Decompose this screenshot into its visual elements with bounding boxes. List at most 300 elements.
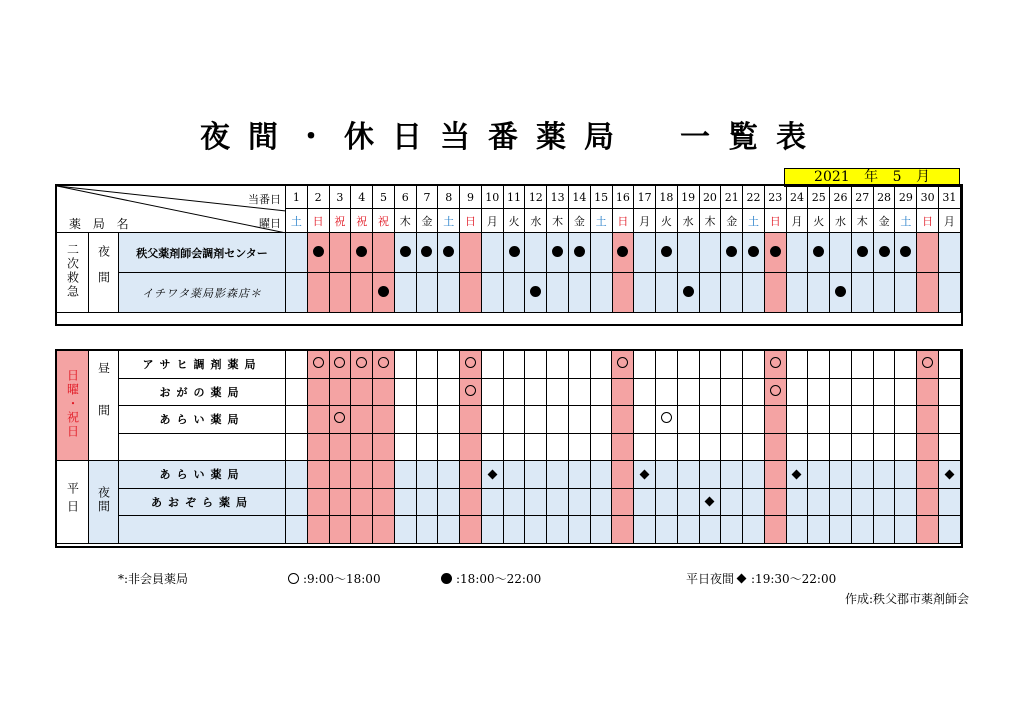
day-cell	[895, 433, 917, 461]
legend-weekday-night-label: 平日夜間	[686, 572, 735, 586]
day-cell	[895, 488, 917, 516]
filled-circle-icon	[617, 246, 628, 257]
day-cell	[895, 406, 917, 434]
day-number: 22	[743, 186, 765, 209]
day-number: 4	[351, 186, 373, 209]
day-cell	[329, 406, 351, 434]
day-cell	[895, 461, 917, 489]
day-cell	[438, 516, 460, 544]
month-unit: 月	[915, 169, 930, 185]
day-cell	[699, 516, 721, 544]
day-cell	[525, 378, 547, 406]
weekday-cell: 木	[394, 209, 416, 233]
day-cell	[329, 433, 351, 461]
group-label: 二次救急	[57, 233, 89, 313]
weekday-cell: 金	[416, 209, 438, 233]
day-number: 27	[851, 186, 873, 209]
circle-icon	[356, 357, 367, 368]
day-cell	[416, 516, 438, 544]
day-cell	[612, 378, 634, 406]
day-cell	[612, 273, 634, 313]
filled-circle-icon	[574, 246, 585, 257]
weekday-cell: 日	[307, 209, 329, 233]
day-cell	[808, 433, 830, 461]
day-cell	[394, 233, 416, 273]
day-cell	[830, 461, 852, 489]
day-cell	[307, 516, 329, 544]
filled-circle-icon	[552, 246, 563, 257]
day-cell	[721, 461, 743, 489]
filled-circle-icon	[748, 246, 759, 257]
day-cell	[786, 233, 808, 273]
day-cell	[438, 233, 460, 273]
day-cell	[721, 488, 743, 516]
day-cell	[699, 461, 721, 489]
day-number: 18	[656, 186, 678, 209]
filled-circle-icon	[400, 246, 411, 257]
day-cell	[786, 461, 808, 489]
weekday-cell: 月	[786, 209, 808, 233]
day-cell	[547, 406, 569, 434]
day-cell	[286, 406, 308, 434]
day-cell	[634, 433, 656, 461]
filled-circle-icon	[835, 286, 846, 297]
filled-circle-icon	[356, 246, 367, 257]
duty-day-row	[57, 186, 961, 209]
pharmacy-row	[57, 433, 961, 461]
day-cell	[481, 461, 503, 489]
day-cell	[764, 433, 786, 461]
circle-icon	[770, 357, 781, 368]
weekday-label: 曜日	[259, 217, 282, 230]
day-cell	[938, 433, 960, 461]
day-cell	[830, 378, 852, 406]
day-cell	[873, 351, 895, 379]
day-cell	[743, 273, 765, 313]
circle-icon	[617, 357, 628, 368]
day-cell	[351, 461, 373, 489]
day-cell	[503, 516, 525, 544]
day-cell	[938, 406, 960, 434]
day-cell	[851, 516, 873, 544]
day-number: 14	[568, 186, 590, 209]
pharmacy-name: 秩父薬剤師会調剤センター	[119, 233, 286, 273]
day-cell	[830, 351, 852, 379]
filled-circle-icon	[530, 286, 541, 297]
day-cell	[481, 516, 503, 544]
weekday-cell: 金	[721, 209, 743, 233]
day-cell	[917, 488, 939, 516]
day-cell	[307, 351, 329, 379]
day-number: 16	[612, 186, 634, 209]
day-cell	[481, 433, 503, 461]
circle-icon	[770, 385, 781, 396]
day-cell	[525, 233, 547, 273]
day-cell	[895, 351, 917, 379]
pharmacy-row	[57, 233, 961, 273]
day-cell	[895, 516, 917, 544]
diamond-icon	[640, 469, 650, 479]
duty-day-label: 当番日	[248, 193, 282, 206]
day-cell	[764, 233, 786, 273]
day-cell	[351, 488, 373, 516]
day-cell	[286, 516, 308, 544]
day-number: 24	[786, 186, 808, 209]
day-cell	[873, 406, 895, 434]
day-cell	[656, 406, 678, 434]
day-cell	[612, 406, 634, 434]
day-cell	[808, 351, 830, 379]
day-cell	[721, 378, 743, 406]
day-cell	[460, 351, 482, 379]
day-cell	[547, 516, 569, 544]
day-cell	[677, 233, 699, 273]
filled-circle-icon	[509, 246, 520, 257]
day-cell	[634, 406, 656, 434]
day-cell	[699, 488, 721, 516]
day-cell	[525, 488, 547, 516]
legend-night	[441, 570, 541, 587]
weekday-cell: 土	[590, 209, 612, 233]
day-number: 8	[438, 186, 460, 209]
day-cell	[656, 516, 678, 544]
day-cell	[568, 488, 590, 516]
day-cell	[351, 433, 373, 461]
day-cell	[764, 273, 786, 313]
day-cell	[351, 273, 373, 313]
day-cell	[416, 273, 438, 313]
diamond-icon	[792, 469, 802, 479]
day-cell	[634, 233, 656, 273]
day-cell	[917, 273, 939, 313]
day-cell	[590, 351, 612, 379]
diamond-icon	[487, 469, 497, 479]
weekday-cell: 祝	[351, 209, 373, 233]
pharmacy-name: あらい薬局	[119, 406, 286, 434]
weekday-cell: 金	[873, 209, 895, 233]
year-value: 2021	[814, 169, 850, 185]
day-cell	[851, 351, 873, 379]
day-cell	[677, 273, 699, 313]
day-cell	[416, 233, 438, 273]
circle-icon	[922, 357, 933, 368]
circle-icon	[288, 573, 299, 584]
day-cell	[634, 516, 656, 544]
day-cell	[590, 433, 612, 461]
day-cell	[503, 461, 525, 489]
day-cell	[656, 378, 678, 406]
day-cell	[677, 406, 699, 434]
day-cell	[460, 273, 482, 313]
weekday-cell: 水	[677, 209, 699, 233]
day-cell	[547, 378, 569, 406]
day-cell	[351, 516, 373, 544]
day-number: 12	[525, 186, 547, 209]
filled-circle-icon	[857, 246, 868, 257]
day-cell	[286, 488, 308, 516]
day-cell	[525, 516, 547, 544]
day-cell	[938, 488, 960, 516]
day-cell	[938, 273, 960, 313]
day-cell	[503, 351, 525, 379]
day-cell	[634, 378, 656, 406]
day-cell	[656, 351, 678, 379]
holiday-time-label: 昼間	[89, 351, 119, 461]
day-cell	[590, 516, 612, 544]
day-cell	[503, 233, 525, 273]
day-cell	[873, 516, 895, 544]
circle-icon	[313, 357, 324, 368]
day-cell	[699, 273, 721, 313]
day-cell	[612, 488, 634, 516]
day-cell	[460, 406, 482, 434]
day-cell	[394, 461, 416, 489]
day-number: 26	[830, 186, 852, 209]
day-cell	[917, 461, 939, 489]
day-cell	[438, 273, 460, 313]
day-cell	[830, 488, 852, 516]
day-cell	[547, 351, 569, 379]
weekday-section-label: 平日	[57, 461, 89, 544]
day-cell	[917, 516, 939, 544]
day-cell	[438, 461, 460, 489]
weekday-cell: 水	[525, 209, 547, 233]
time-label: 夜間	[89, 233, 119, 313]
day-cell	[351, 378, 373, 406]
day-cell	[830, 273, 852, 313]
pharmacy-row	[57, 273, 961, 313]
day-cell	[590, 378, 612, 406]
day-cell	[786, 351, 808, 379]
day-cell	[438, 488, 460, 516]
day-cell	[677, 351, 699, 379]
day-cell	[351, 351, 373, 379]
day-cell	[938, 351, 960, 379]
day-cell	[503, 378, 525, 406]
day-cell	[590, 406, 612, 434]
day-cell	[373, 378, 395, 406]
legend-weekday-night-hours: :19:30〜22:00	[751, 572, 837, 586]
day-cell	[677, 488, 699, 516]
day-cell	[547, 233, 569, 273]
day-cell	[830, 233, 852, 273]
day-number: 6	[394, 186, 416, 209]
weekday-cell: 火	[808, 209, 830, 233]
filled-circle-icon	[661, 246, 672, 257]
day-number: 1	[286, 186, 308, 209]
day-number: 25	[808, 186, 830, 209]
day-cell	[416, 488, 438, 516]
day-cell	[351, 406, 373, 434]
pharmacy-name: おがの薬局	[119, 378, 286, 406]
day-cell	[721, 406, 743, 434]
weekday-cell: 月	[481, 209, 503, 233]
day-cell	[307, 433, 329, 461]
day-cell	[394, 488, 416, 516]
day-cell	[764, 378, 786, 406]
day-cell	[764, 516, 786, 544]
day-number: 11	[503, 186, 525, 209]
day-cell	[895, 273, 917, 313]
day-cell	[590, 233, 612, 273]
day-cell	[721, 433, 743, 461]
day-cell	[721, 273, 743, 313]
filled-circle-icon	[421, 246, 432, 257]
day-cell	[634, 488, 656, 516]
day-cell	[677, 378, 699, 406]
credit: 作成:秩父郡市薬剤師会	[844, 592, 969, 606]
day-cell	[329, 273, 351, 313]
legend-weekday-night	[686, 570, 836, 587]
day-cell	[329, 516, 351, 544]
pharmacy-name	[119, 433, 286, 461]
circle-icon	[661, 412, 672, 423]
day-cell	[938, 461, 960, 489]
day-cell	[307, 378, 329, 406]
weekday-cell: 木	[547, 209, 569, 233]
day-cell	[938, 378, 960, 406]
day-cell	[373, 433, 395, 461]
month-value: 5	[892, 169, 902, 185]
day-cell	[743, 233, 765, 273]
day-cell	[656, 233, 678, 273]
day-number: 2	[307, 186, 329, 209]
day-cell	[286, 351, 308, 379]
day-cell	[286, 461, 308, 489]
day-cell	[808, 488, 830, 516]
weekday-cell: 火	[656, 209, 678, 233]
weekday-cell: 月	[938, 209, 960, 233]
day-cell	[699, 351, 721, 379]
day-cell	[873, 433, 895, 461]
legend-night-hours: :18:00〜22:00	[456, 572, 542, 586]
weekday-cell: 祝	[373, 209, 395, 233]
day-cell	[830, 433, 852, 461]
circle-icon	[465, 385, 476, 396]
day-cell	[656, 488, 678, 516]
filled-circle-icon	[900, 246, 911, 257]
day-cell	[808, 406, 830, 434]
day-cell	[786, 433, 808, 461]
day-cell	[460, 516, 482, 544]
day-number: 30	[917, 186, 939, 209]
day-cell	[612, 233, 634, 273]
weekday-time-label: 夜間	[89, 461, 119, 544]
day-cell	[568, 378, 590, 406]
day-cell	[917, 233, 939, 273]
filled-circle-icon	[441, 573, 452, 584]
year-unit: 年	[864, 169, 879, 185]
day-cell	[743, 351, 765, 379]
day-cell	[873, 273, 895, 313]
day-cell	[786, 516, 808, 544]
filled-circle-icon	[313, 246, 324, 257]
holiday-label: 日曜・祝日	[57, 351, 89, 461]
day-cell	[699, 233, 721, 273]
day-cell	[851, 488, 873, 516]
day-cell	[764, 351, 786, 379]
day-cell	[286, 433, 308, 461]
day-cell	[721, 351, 743, 379]
day-cell	[438, 433, 460, 461]
day-cell	[612, 433, 634, 461]
day-cell	[481, 273, 503, 313]
filled-circle-icon	[683, 286, 694, 297]
circle-icon	[465, 357, 476, 368]
day-cell	[612, 461, 634, 489]
day-cell	[568, 273, 590, 313]
day-cell	[743, 461, 765, 489]
circle-icon	[378, 357, 389, 368]
day-cell	[830, 516, 852, 544]
day-cell	[568, 461, 590, 489]
pharmacy-row	[57, 351, 961, 379]
day-cell	[656, 461, 678, 489]
weekday-cell: 月	[634, 209, 656, 233]
day-number: 9	[460, 186, 482, 209]
day-cell	[656, 273, 678, 313]
day-cell	[612, 516, 634, 544]
day-cell	[808, 378, 830, 406]
day-number: 20	[699, 186, 721, 209]
day-cell	[590, 488, 612, 516]
day-cell	[786, 488, 808, 516]
day-cell	[373, 233, 395, 273]
day-number: 21	[721, 186, 743, 209]
day-cell	[307, 273, 329, 313]
day-cell	[503, 488, 525, 516]
pharmacy-row	[57, 406, 961, 434]
day-cell	[851, 273, 873, 313]
filled-circle-icon	[726, 246, 737, 257]
day-number: 5	[373, 186, 395, 209]
day-cell	[525, 273, 547, 313]
day-cell	[416, 378, 438, 406]
day-cell	[808, 516, 830, 544]
pharmacy-name: アサヒ調剤薬局	[119, 351, 286, 379]
day-cell	[307, 406, 329, 434]
day-cell	[373, 273, 395, 313]
legend-day-hours: :9:00〜18:00	[303, 572, 381, 586]
day-cell	[786, 406, 808, 434]
day-cell	[394, 351, 416, 379]
pharmacy-row	[57, 378, 961, 406]
pharmacy-name: イチワタ薬局影森店＊	[119, 273, 286, 313]
filled-circle-icon	[378, 286, 389, 297]
day-cell	[568, 233, 590, 273]
day-cell	[481, 351, 503, 379]
day-cell	[307, 461, 329, 489]
legend-non-member: *:非会員薬局	[118, 572, 189, 586]
legend-day	[288, 570, 381, 587]
day-cell	[481, 488, 503, 516]
pharmacy-row	[57, 461, 961, 489]
weekday-cell: 木	[699, 209, 721, 233]
day-cell	[743, 433, 765, 461]
weekday-cell: 祝	[329, 209, 351, 233]
weekday-cell: 水	[830, 209, 852, 233]
day-cell	[438, 406, 460, 434]
day-cell	[786, 273, 808, 313]
day-cell	[394, 516, 416, 544]
weekday-cell: 土	[438, 209, 460, 233]
day-cell	[917, 351, 939, 379]
day-cell	[895, 378, 917, 406]
day-cell	[851, 378, 873, 406]
page-title: 夜間・休日当番薬局 一覧表	[200, 120, 824, 155]
day-cell	[612, 351, 634, 379]
day-cell	[656, 433, 678, 461]
